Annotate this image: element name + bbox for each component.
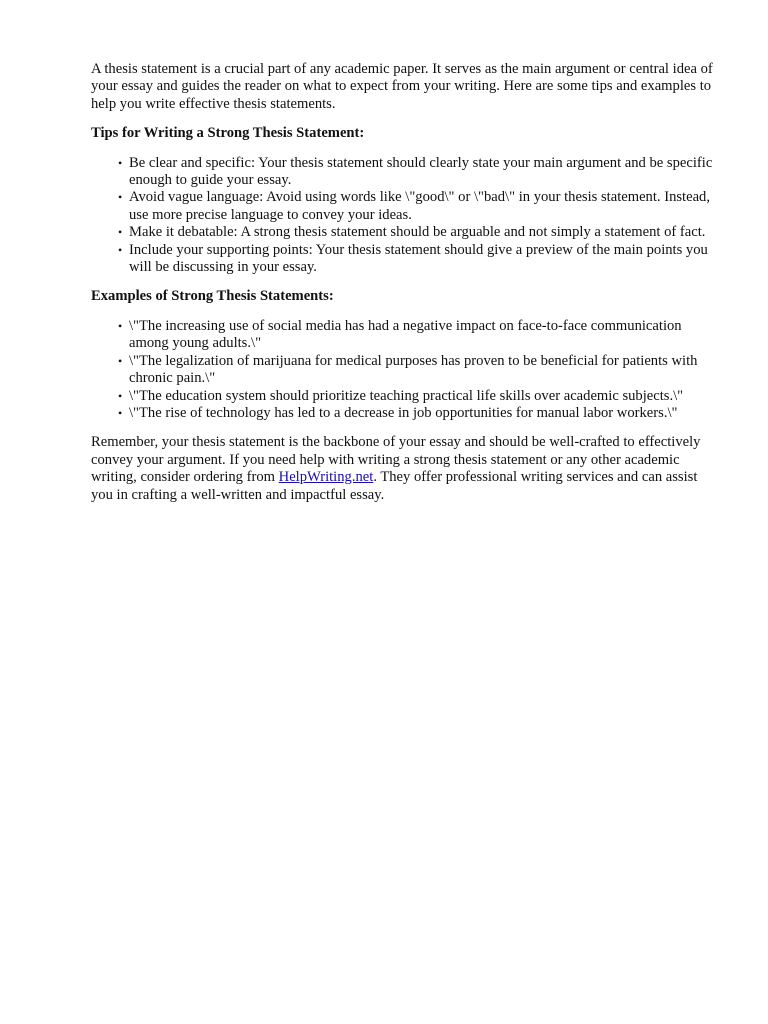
list-item: • \"The rise of technology has led to a decrease in job opportunities for manual labor workers.\" bbox=[118, 404, 678, 421]
list-item: • Include your supporting points: Your thesis statement should give a preview of the main points you will be discussing in your essay. bbox=[118, 241, 708, 276]
list-item: • Be clear and specific: Your thesis statement should clearly state your main argument and be specific enough to guide your essay. bbox=[118, 154, 713, 189]
examples-list bbox=[91, 318, 721, 422]
closing-text-before: Remember, your thesis statement is the backbone of your essay and should be well-crafted to effectively convey your argument. If you need help with writing a strong thesis statement or any other academic writing, consider ordering from bbox=[91, 434, 701, 486]
helpwriting-link[interactable]: HelpWriting.net bbox=[278, 469, 374, 486]
list-item: • \"The increasing use of social media has had a negative impact on face-to-face communication among young adults.\" bbox=[118, 317, 682, 352]
list-item: • Avoid vague language: Avoid using words like \"good\" or \"bad\" in your thesis statement. Instead, use more precise language to convey your ideas. bbox=[118, 189, 710, 223]
closing-text-after: . They offer professional writing services and can assist you in crafting a well-written and impactful essay. bbox=[91, 469, 698, 503]
bullet-icon: • bbox=[118, 405, 123, 420]
list-item: • Make it debatable: A strong thesis statement should be arguable and not simply a statement of fact. bbox=[118, 224, 706, 241]
bullet-icon: • bbox=[118, 155, 123, 170]
closing-paragraph bbox=[91, 434, 721, 504]
bullet-icon: • bbox=[118, 318, 123, 333]
bullet-icon: • bbox=[118, 225, 123, 240]
bullet-icon: • bbox=[118, 190, 123, 205]
intro-paragraph: A thesis statement is a crucial part of any academic paper. It serves as the main argument or central idea of your essay and guides the reader on what to expect from your writing. Here are some tips and examples to help you write effective thesis statements. bbox=[91, 61, 713, 112]
list-item: • \"The education system should prioritize teaching practical life skills over academic subjects.\" bbox=[118, 387, 684, 404]
tips-list bbox=[91, 155, 721, 277]
examples-heading: Examples of Strong Thesis Statements: bbox=[91, 288, 334, 305]
bullet-icon: • bbox=[118, 388, 123, 403]
document-page bbox=[91, 61, 721, 516]
bullet-icon: • bbox=[118, 353, 123, 368]
bullet-icon: • bbox=[118, 242, 123, 257]
list-item: • \"The legalization of marijuana for medical purposes has proven to be beneficial for patients with chronic pain.\" bbox=[118, 352, 698, 387]
tips-heading: Tips for Writing a Strong Thesis Statement: bbox=[91, 125, 365, 142]
